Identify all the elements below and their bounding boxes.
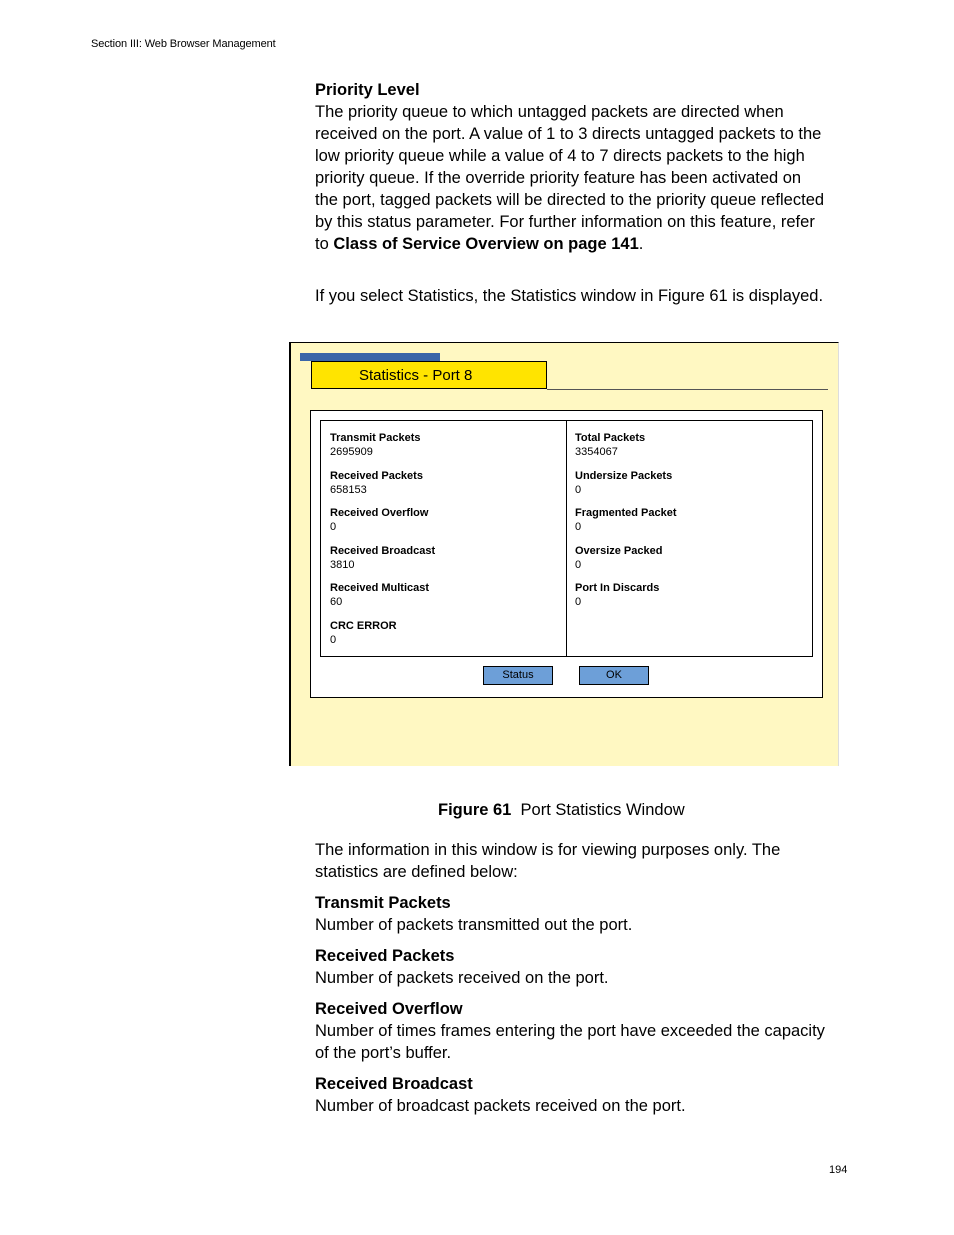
stat-value: 60 [330,596,343,608]
definition-desc: Number of broadcast packets received on the port. [315,1097,686,1115]
stat-value: 3354067 [575,446,618,458]
priority-level-period: . [638,235,644,253]
stat-fragmented-packet [575,506,676,534]
stat-value: 0 [575,596,582,608]
stat-received-overflow [330,506,428,534]
intro-paragraph: If you select Statistics, the Statistics window in Figure 61 is displayed. [315,287,824,305]
stat-value: 0 [330,521,337,533]
stat-label: Received Broadcast [330,545,436,557]
priority-level-text: The priority queue to which untagged packets are directed when received on the port. A value of 1 to 3 directs untagged packets to the low priority queue while a value of 4 to 7 directs packets to the high priority queue. If the override priority feature has been activated on the port, tagged packets will be directed to the priority queue reflected by this status parameter. For further information on this feature, refer to [315,103,825,253]
definition-term: Received Broadcast [315,1075,473,1093]
stat-undersize-packets [575,469,672,497]
ok-button[interactable]: OK [579,666,649,685]
figure-caption-label: Figure 61 [438,801,512,819]
running-header: Section III: Web Browser Management [91,38,276,50]
info-paragraph: The information in this window is for viewing purposes only. The statistics are defined below: [315,841,781,881]
tab-divider [547,389,828,390]
priority-level-body [315,101,825,255]
stat-label: Fragmented Packet [575,507,677,519]
stat-label: CRC ERROR [330,620,397,632]
stat-value: 0 [575,559,582,571]
stat-value: 3810 [330,559,355,571]
definition-received-packets [315,945,825,989]
definition-received-overflow [315,998,825,1064]
definition-term: Received Overflow [315,1000,463,1018]
stat-label: Received Overflow [330,507,429,519]
stat-value: 0 [330,634,337,646]
stat-port-in-discards [575,581,659,609]
stat-value: 0 [575,484,582,496]
page-number: 194 [829,1164,848,1176]
tab-statistics-port[interactable]: Statistics - Port 8 [311,361,547,389]
status-button[interactable]: Status [483,666,553,685]
tab-accent [300,353,440,361]
stat-label: Received Multicast [330,582,430,594]
priority-level-heading: Priority Level [315,81,420,99]
definition-transmit-packets [315,892,825,936]
stat-label: Oversize Packed [575,545,663,557]
stat-label: Transmit Packets [330,432,421,444]
figure-caption [438,799,685,821]
stat-value: 0 [575,521,582,533]
stat-received-broadcast [330,544,435,572]
column-divider [566,421,567,656]
stat-transmit-packets [330,431,421,459]
stat-oversize-packed [575,544,662,572]
stat-value: 2695909 [330,446,373,458]
definition-received-broadcast [315,1073,825,1117]
definition-desc: Number of times frames entering the port have exceeded the capacity of the port’s buffer. [315,1022,825,1062]
priority-level-section [315,79,825,255]
stat-total-packets [575,431,645,459]
statistics-table [320,420,813,657]
statistics-window-figure [289,342,839,766]
statistics-panel [310,410,823,698]
stat-value: 658153 [330,484,367,496]
definition-desc: Number of packets received on the port. [315,969,609,987]
stat-label: Port In Discards [575,582,660,594]
stat-label: Received Packets [330,470,423,482]
definition-term: Transmit Packets [315,894,451,912]
figure-caption-text: Port Statistics Window [520,801,685,819]
stat-label: Total Packets [575,432,646,444]
stat-crc-error [330,619,397,647]
definition-term: Received Packets [315,947,455,965]
definition-desc: Number of packets transmitted out the port. [315,916,633,934]
stat-received-packets [330,469,423,497]
stat-label: Undersize Packets [575,470,673,482]
cross-reference-link[interactable]: Class of Service Overview on page 141 [333,235,639,253]
stat-received-multicast [330,581,429,609]
